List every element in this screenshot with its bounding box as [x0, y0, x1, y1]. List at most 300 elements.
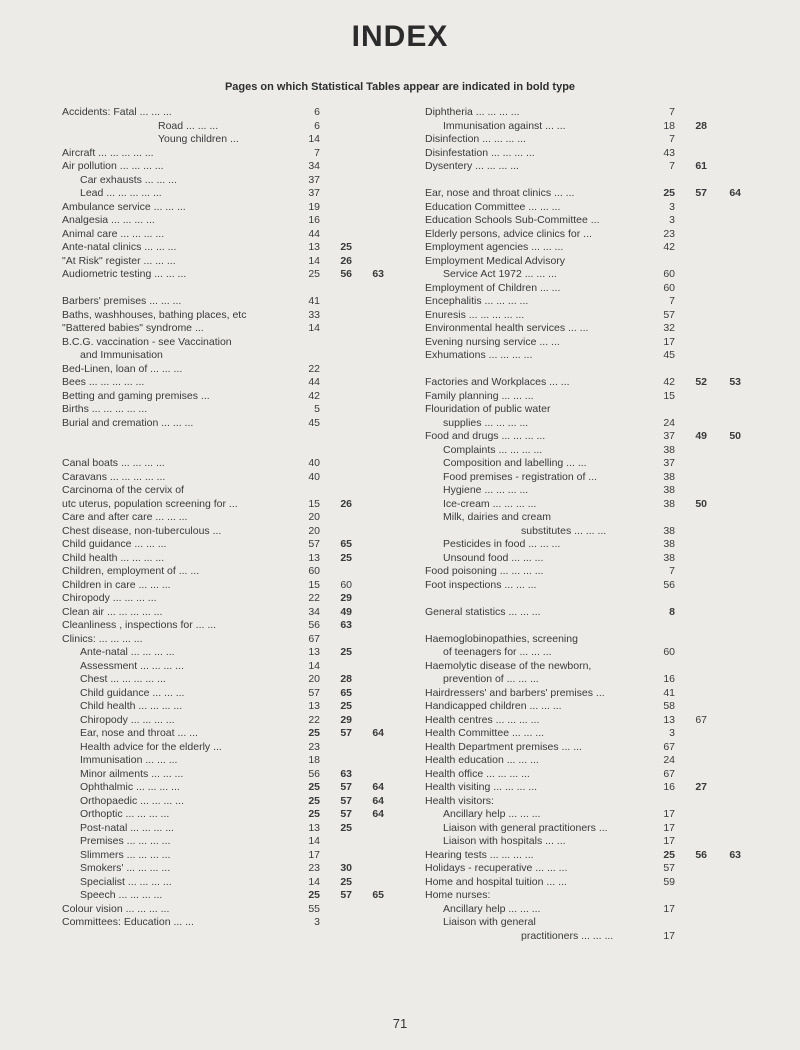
index-entry-text: Premises ... ... ... ... — [80, 835, 171, 847]
index-entry-text: Specialist ... ... ... ... — [80, 875, 172, 888]
page-ref: 14 — [308, 254, 320, 267]
page-ref: 57 — [663, 862, 675, 874]
page-ref: 42 — [663, 376, 675, 388]
index-entry-text: Car exhausts ... ... ... — [80, 173, 177, 186]
index-entry-text: Elderly persons, advice clinics for ... — [425, 227, 592, 240]
page-ref: 65 — [372, 889, 384, 901]
index-entry-text: Accidents: Fatal ... ... ... — [62, 106, 172, 118]
page-ref: 37 — [308, 173, 320, 186]
page-ref: 56 — [340, 268, 352, 280]
index-entry-text: Air pollution ... ... ... ... — [62, 160, 164, 172]
index-entry — [425, 133, 775, 147]
index-entry — [62, 336, 402, 350]
page-ref: 44 — [308, 227, 320, 240]
page-ref: 53 — [729, 376, 741, 388]
index-entry-text: Clean air ... ... ... ... ... — [62, 605, 163, 618]
index-entry — [62, 390, 402, 404]
page-ref: 17 — [663, 902, 675, 915]
index-left-column — [62, 106, 402, 930]
page-title: INDEX — [351, 20, 449, 53]
index-entry-text: Food premises - registration of ... — [443, 470, 598, 483]
page-ref: 13 — [308, 551, 320, 564]
index-entry-text: Health visitors: — [425, 794, 494, 807]
page-ref: 57 — [308, 538, 320, 550]
index-entry-text: Young children ... — [158, 133, 239, 145]
page-ref: 22 — [308, 713, 320, 726]
index-entry-text: Smokers' ... ... ... ... — [80, 862, 171, 874]
index-entry-text: substitutes ... ... ... — [521, 524, 607, 537]
page-ref: 57 — [340, 781, 352, 793]
page-ref: 64 — [372, 781, 384, 793]
index-entry — [62, 133, 402, 147]
index-entry — [62, 619, 402, 633]
index-entry — [425, 417, 775, 431]
page-ref: 17 — [663, 835, 675, 847]
index-entry — [62, 201, 402, 215]
page-ref: 20 — [308, 511, 320, 523]
index-entry-text: Hygiene ... ... ... ... — [443, 484, 529, 496]
index-entry-text: Health centres ... ... ... ... — [425, 713, 540, 726]
page-ref: 59 — [663, 875, 675, 888]
index-entry — [425, 903, 775, 917]
page-ref: 57 — [308, 686, 320, 699]
index-entry — [62, 903, 402, 917]
index-entry-text: Chiropody ... ... ... ... — [62, 592, 157, 604]
page-ref: 27 — [695, 781, 707, 793]
index-entry — [425, 120, 775, 134]
index-entry — [425, 687, 775, 701]
index-entry-text: Births ... ... ... ... ... — [62, 403, 148, 415]
index-entry — [425, 673, 775, 687]
index-entry — [62, 660, 402, 674]
index-entry — [425, 322, 775, 336]
index-entry-text: Immunisation ... ... ... — [80, 754, 178, 766]
index-entry-text: Bees ... ... ... ... ... — [62, 376, 145, 388]
page-ref: 37 — [663, 430, 675, 442]
index-entry — [425, 889, 775, 903]
index-entry — [425, 228, 775, 242]
index-entry — [425, 862, 775, 876]
index-entry — [425, 768, 775, 782]
index-entry — [425, 403, 775, 417]
index-entry-text: Liaison with general practitioners ... — [443, 821, 608, 834]
page-ref: 17 — [308, 848, 320, 861]
index-entry-text: Environmental health services ... ... — [425, 322, 589, 334]
index-entry-text: Ancillary help ... ... ... — [443, 902, 541, 915]
index-entry — [425, 309, 775, 323]
index-entry-text: General statistics ... ... ... — [425, 605, 541, 618]
index-entry-text: Lead ... ... ... ... ... — [80, 187, 162, 199]
page-ref: 57 — [340, 808, 352, 820]
page-ref: 56 — [663, 578, 675, 591]
page-ref: 16 — [308, 214, 320, 226]
page-ref: 37 — [308, 187, 320, 199]
page-ref: 5 — [314, 403, 320, 415]
index-entry — [425, 606, 775, 620]
index-entry-text: Milk, dairies and cream — [443, 511, 551, 523]
page-ref: 26 — [340, 254, 352, 267]
page-ref: 64 — [729, 187, 741, 199]
index-entry-text: and Immunisation — [80, 349, 163, 361]
page-ref: 58 — [663, 700, 675, 712]
index-entry — [425, 754, 775, 768]
page-ref: 32 — [663, 322, 675, 334]
page-ref: 38 — [663, 470, 675, 483]
index-entry — [425, 727, 775, 741]
index-entry — [62, 484, 402, 498]
index-entry-text: supplies ... ... ... ... — [443, 416, 529, 429]
index-entry-text: Road ... ... ... — [158, 119, 219, 132]
index-entry — [425, 484, 775, 498]
index-entry-text: Health office ... ... ... ... — [425, 767, 530, 780]
page-ref: 20 — [308, 673, 320, 685]
page-ref: 26 — [340, 497, 352, 510]
index-entry — [425, 363, 775, 377]
index-entry — [62, 471, 402, 485]
page-ref: 63 — [729, 848, 741, 861]
index-entry — [62, 376, 402, 390]
index-entry — [62, 835, 402, 849]
page-ref: 14 — [308, 875, 320, 888]
page-ref: 24 — [663, 416, 675, 429]
index-entry — [62, 457, 402, 471]
index-entry-text: Food poisoning ... ... ... ... — [425, 565, 544, 577]
page-ref: 13 — [308, 646, 320, 658]
index-entry-text: Child health ... ... ... ... — [62, 551, 165, 564]
index-entry-text: Care and after care ... ... ... — [62, 511, 188, 523]
index-entry-text: Composition and labelling ... ... — [443, 457, 587, 469]
index-entry — [425, 916, 775, 930]
page-ref: 37 — [663, 457, 675, 469]
index-entry-text: Slimmers ... ... ... ... — [80, 848, 171, 861]
index-entry — [425, 160, 775, 174]
index-entry — [62, 187, 402, 201]
index-entry-text: Child guidance ... ... ... — [80, 686, 185, 699]
index-entry-text: Ice-cream ... ... ... ... — [443, 497, 537, 510]
page-ref: 41 — [663, 686, 675, 699]
index-entry — [62, 592, 402, 606]
index-entry — [425, 282, 775, 296]
index-entry — [425, 741, 775, 755]
index-entry-text: Bed-Linen, loan of ... ... ... — [62, 362, 183, 375]
index-entry-text: Home nurses: — [425, 889, 491, 901]
page-ref: 7 — [669, 295, 675, 307]
index-entry — [425, 849, 775, 863]
page-ref: 28 — [695, 119, 707, 132]
index-entry — [62, 700, 402, 714]
page-ref: 7 — [669, 565, 675, 577]
page-ref: 65 — [340, 538, 352, 550]
index-entry — [62, 214, 402, 228]
page-ref: 25 — [340, 241, 352, 253]
page-ref: 57 — [695, 187, 707, 199]
index-entry — [62, 120, 402, 134]
page-ref: 67 — [663, 740, 675, 753]
page-ref: 15 — [308, 578, 320, 591]
page-ref: 30 — [340, 862, 352, 874]
page-ref: 60 — [663, 281, 675, 294]
page-ref: 38 — [663, 443, 675, 456]
index-entry-text: Immunisation against ... ... — [443, 119, 566, 132]
index-entry-text: Health Department premises ... ... — [425, 740, 582, 753]
index-entry — [62, 916, 402, 930]
index-entry-text: "Battered babies" syndrome ... — [62, 322, 204, 334]
page-ref: 14 — [308, 322, 320, 334]
page-ref: 25 — [308, 794, 320, 807]
index-entry-text: Aircraft ... ... ... ... ... — [62, 146, 154, 159]
page-ref: 52 — [695, 376, 707, 388]
page-ref: 7 — [669, 133, 675, 145]
index-entry-text: Carcinoma of the cervix of — [62, 484, 184, 496]
index-entry — [425, 498, 775, 512]
index-entry — [62, 498, 402, 512]
index-entry — [425, 214, 775, 228]
page-ref: 25 — [308, 727, 320, 739]
index-entry — [62, 228, 402, 242]
index-entry — [62, 606, 402, 620]
index-entry — [62, 295, 402, 309]
page-subtitle: Pages on which Statistical Tables appear are indicated in bold type — [224, 81, 576, 93]
page-ref: 7 — [314, 146, 320, 159]
index-entry-text: Haemoglobinopathies, screening — [425, 632, 578, 645]
index-entry-text: Barbers' premises ... ... ... — [62, 295, 182, 307]
index-entry-text: Dysentery ... ... ... ... — [425, 160, 519, 172]
page-ref: 18 — [663, 119, 675, 132]
index-entry — [425, 430, 775, 444]
page-ref: 63 — [372, 268, 384, 280]
index-entry-text: Committees: Education ... ... — [62, 916, 194, 928]
page-ref: 50 — [729, 430, 741, 442]
page-ref: 7 — [669, 160, 675, 172]
page-ref: 20 — [308, 524, 320, 537]
index-entry-text: Canal boats ... ... ... ... — [62, 457, 165, 469]
index-entry — [62, 403, 402, 417]
index-entry-text: Minor ailments ... ... ... — [80, 767, 184, 780]
index-entry-text: Education Committee ... ... ... — [425, 200, 561, 213]
index-entry-text: Employment of Children ... ... — [425, 281, 561, 294]
index-entry — [425, 619, 775, 633]
page-ref: 34 — [308, 160, 320, 172]
index-entry-text: Caravans ... ... ... ... ... — [62, 470, 166, 483]
page-ref: 19 — [308, 200, 320, 213]
index-entry-text: Colour vision ... ... ... ... — [62, 902, 170, 915]
index-entry — [425, 525, 775, 539]
index-entry-text: Factories and Workplaces ... ... — [425, 376, 570, 388]
page-ref: 67 — [695, 713, 707, 726]
page-ref: 38 — [663, 538, 675, 550]
index-entry — [62, 322, 402, 336]
index-entry-text: B.C.G. vaccination - see Vaccination — [62, 335, 232, 348]
index-entry — [425, 781, 775, 795]
index-entry — [62, 579, 402, 593]
index-entry-text: Ophthalmic ... ... ... ... — [80, 781, 180, 793]
index-entry-text: Health visiting ... ... ... ... — [425, 781, 538, 793]
page-ref: 16 — [663, 673, 675, 685]
page-ref: 45 — [308, 416, 320, 429]
index-entry — [425, 930, 775, 944]
index-entry-text: Pesticides in food ... ... ... — [443, 538, 561, 550]
index-entry-text: "At Risk" register ... ... ... — [62, 254, 176, 267]
page-ref: 25 — [663, 187, 675, 199]
index-entry-text: Education Schools Sub-Committee ... — [425, 214, 600, 226]
page-ref: 24 — [663, 754, 675, 766]
page-ref: 60 — [308, 565, 320, 577]
index-entry-text: Children, employment of ... ... — [62, 565, 200, 577]
index-entry — [62, 552, 402, 566]
page-ref: 57 — [340, 794, 352, 807]
index-entry — [62, 565, 402, 579]
page-ref: 67 — [308, 632, 320, 645]
page-ref: 60 — [340, 578, 352, 591]
page-ref: 13 — [308, 700, 320, 712]
index-entry — [62, 241, 402, 255]
page-ref: 45 — [663, 349, 675, 361]
index-entry-text: Hearing tests ... ... ... ... — [425, 848, 534, 861]
page-ref: 17 — [663, 821, 675, 834]
page-ref: 60 — [663, 646, 675, 658]
index-entry — [425, 471, 775, 485]
page-ref: 7 — [669, 106, 675, 118]
page-ref: 25 — [308, 808, 320, 820]
page-ref: 17 — [663, 929, 675, 942]
index-entry — [62, 282, 402, 296]
index-right-column — [425, 106, 775, 943]
page-ref: 57 — [663, 308, 675, 321]
index-entry-text: utc uterus, population screening for ... — [62, 497, 238, 510]
index-entry-text: Complaints ... ... ... ... — [443, 443, 543, 456]
page-ref: 25 — [340, 821, 352, 834]
page-ref: 15 — [308, 497, 320, 510]
index-entry — [62, 525, 402, 539]
index-entry-text: Analgesia ... ... ... ... — [62, 214, 155, 226]
page-ref: 17 — [663, 335, 675, 348]
page-ref: 40 — [308, 457, 320, 469]
page-ref: 42 — [308, 389, 320, 402]
index-entry — [425, 592, 775, 606]
page-ref: 56 — [308, 767, 320, 780]
page-ref: 25 — [308, 889, 320, 901]
index-entry-text: Child guidance ... ... ... — [62, 538, 167, 550]
index-entry-text: Chiropody ... ... ... ... — [80, 713, 175, 726]
index-entry — [425, 457, 775, 471]
index-entry — [62, 147, 402, 161]
index-entry — [425, 876, 775, 890]
index-entry — [62, 795, 402, 809]
index-entry — [425, 714, 775, 728]
index-entry — [425, 565, 775, 579]
index-entry-text: Baths, washhouses, bathing places, etc — [62, 308, 247, 321]
page-ref: 3 — [669, 214, 675, 226]
index-entry-text: Betting and gaming premises ... — [62, 389, 210, 402]
index-entry — [62, 768, 402, 782]
page-ref: 25 — [340, 646, 352, 658]
index-entry-text: Assessment ... ... ... ... — [80, 659, 184, 672]
page-ref: 63 — [340, 767, 352, 780]
page-ref: 44 — [308, 376, 320, 388]
index-entry-text: Service Act 1972 ... ... ... — [443, 268, 557, 280]
index-entry-text: Ante-natal clinics ... ... ... — [62, 241, 177, 253]
index-entry — [62, 268, 402, 282]
index-entry — [425, 822, 775, 836]
page-ref: 22 — [308, 362, 320, 375]
index-entry — [425, 336, 775, 350]
index-entry-text: Liaison with general — [443, 916, 536, 928]
page-ref: 42 — [663, 241, 675, 253]
index-entry — [62, 444, 402, 458]
index-entry — [62, 309, 402, 323]
page-ref: 29 — [340, 713, 352, 726]
page-ref: 60 — [663, 268, 675, 280]
index-entry-text: Orthoptic ... ... ... ... — [80, 808, 170, 820]
index-entry-text: Animal care ... ... ... ... — [62, 227, 165, 240]
index-entry-text: Ear, nose and throat clinics ... ... — [425, 187, 575, 199]
index-entry — [425, 376, 775, 390]
index-entry — [62, 673, 402, 687]
index-entry-text: Encephalitis ... ... ... ... — [425, 295, 529, 307]
page-ref: 16 — [663, 781, 675, 793]
index-entry — [425, 835, 775, 849]
index-entry — [425, 106, 775, 120]
index-entry — [425, 147, 775, 161]
index-entry-text: Orthopaedic ... ... ... ... — [80, 794, 184, 807]
index-entry — [425, 201, 775, 215]
index-entry-text: Liaison with hospitals ... ... — [443, 835, 566, 847]
index-entry-text: Health Committee ... ... ... — [425, 727, 545, 739]
index-entry — [425, 174, 775, 188]
index-entry — [62, 889, 402, 903]
index-entry — [62, 646, 402, 660]
index-entry-text: Haemolytic disease of the newborn, — [425, 659, 592, 672]
page-ref: 22 — [308, 592, 320, 604]
index-entry-text: Exhumations ... ... ... ... — [425, 349, 533, 361]
page-ref: 29 — [340, 592, 352, 604]
index-entry — [62, 876, 402, 890]
index-entry — [425, 268, 775, 282]
index-entry-text: prevention of ... ... ... — [443, 673, 539, 685]
page-ref: 14 — [308, 835, 320, 847]
index-entry — [62, 633, 402, 647]
page-ref: 3 — [669, 727, 675, 739]
index-entry-text: Food and drugs ... ... ... ... — [425, 430, 546, 442]
page-ref: 13 — [663, 713, 675, 726]
index-entry-text: Cleanliness , inspections for ... ... — [62, 619, 217, 631]
page-ref: 23 — [308, 862, 320, 874]
index-entry — [425, 808, 775, 822]
page-ref: 56 — [695, 848, 707, 861]
index-entry-text: practitioners ... ... ... — [521, 929, 614, 942]
index-entry-text: Clinics: ... ... ... ... — [62, 632, 143, 645]
index-entry-text: Child health ... ... ... ... — [80, 700, 183, 712]
page-ref: 65 — [340, 686, 352, 699]
index-entry-text: Speech ... ... ... ... — [80, 889, 163, 901]
page-ref: 40 — [308, 470, 320, 483]
index-entry — [62, 822, 402, 836]
page-ref: 43 — [663, 146, 675, 159]
page-ref: 17 — [663, 808, 675, 820]
index-entry-text: Handicapped children ... ... ... — [425, 700, 562, 712]
index-entry-text: Home and hospital tuition ... ... — [425, 875, 567, 888]
page-ref: 34 — [308, 605, 320, 618]
index-entry-text: Foot inspections ... ... ... — [425, 578, 537, 591]
index-entry — [425, 538, 775, 552]
index-entry — [62, 862, 402, 876]
index-entry-text: Post-natal ... ... ... ... — [80, 821, 174, 834]
page-number: 71 — [392, 1016, 408, 1031]
page-ref: 64 — [372, 808, 384, 820]
page-ref: 25 — [340, 875, 352, 888]
index-entry — [62, 349, 402, 363]
page-ref: 55 — [308, 902, 320, 915]
